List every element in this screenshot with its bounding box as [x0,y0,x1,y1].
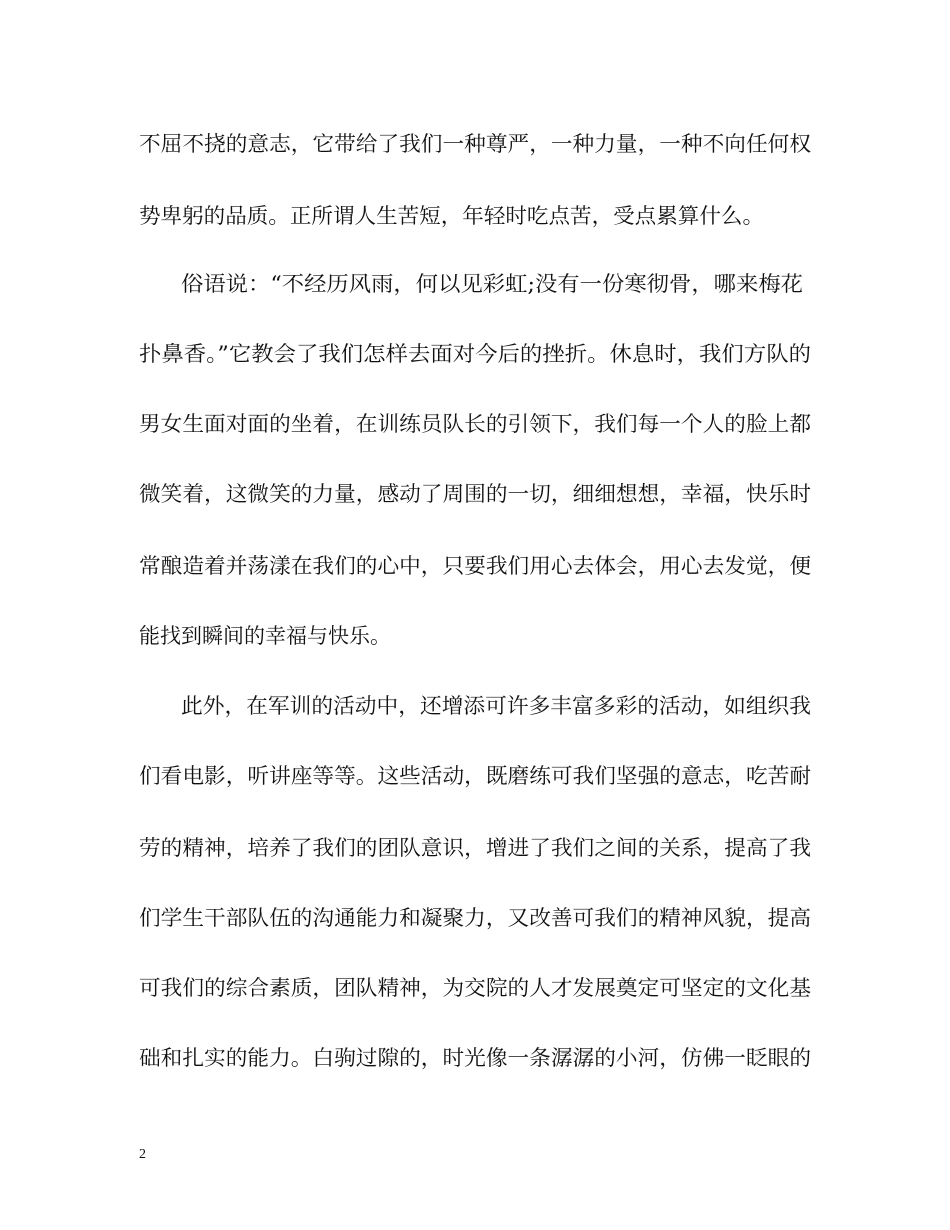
line-text: 能找到瞬间的幸福与快乐。 [139,624,391,648]
text-line [0,199,950,233]
text-line [0,971,950,1005]
text-line [0,337,950,371]
text-line [0,1041,950,1075]
text-line [0,267,950,301]
text-line [0,407,950,441]
text-line [0,831,950,865]
line-text: 们看电影，听讲座等等。这些活动，既磨练可我们坚强的意志，吃苦耐 [139,764,811,788]
line-text: 微笑着，这微笑的力量，感动了周围的一切，细细想想，幸福，快乐时 [139,482,811,506]
line-text: 劳的精神，培养了我们的团队意识，增进了我们之间的关系，提高了我 [139,836,811,860]
text-line [0,759,950,793]
page-number: 2 [139,1147,146,1162]
line-text: 扑鼻香。”它教会了我们怎样去面对今后的挫折。休息时，我们方队的 [139,342,811,366]
text-line [0,619,950,653]
text-line [0,549,950,583]
text-line [0,689,950,723]
line-text: 不屈不挠的意志，它带给了我们一种尊严，一种力量，一种不向任何权 [139,132,811,156]
line-text: 此外，在军训的活动中，还增添可许多丰富多彩的活动，如组织我 [181,694,811,718]
line-text: 常酿造着并荡漾在我们的心中，只要我们用心去体会，用心去发觉，便 [139,554,811,578]
text-line [0,901,950,935]
line-text: 男女生面对面的坐着，在训练员队长的引领下，我们每一个人的脸上都 [139,412,811,436]
line-text: 可我们的综合素质，团队精神，为交院的人才发展奠定可坚定的文化基 [139,976,811,1000]
line-text: 础和扎实的能力。白驹过隙的，时光像一条潺潺的小河，仿佛一眨眼的 [139,1046,811,1070]
text-line [0,127,950,161]
line-text: 势卑躬的品质。正所谓人生苦短，年轻时吃点苦，受点累算什么。 [139,204,764,228]
line-text: 俗语说：“不经历风雨，何以见彩虹;没有一份寒彻骨，哪来梅花 [181,272,803,296]
text-line [0,477,950,511]
line-text: 们学生干部队伍的沟通能力和凝聚力，又改善可我们的精神风貌，提高 [139,906,811,930]
